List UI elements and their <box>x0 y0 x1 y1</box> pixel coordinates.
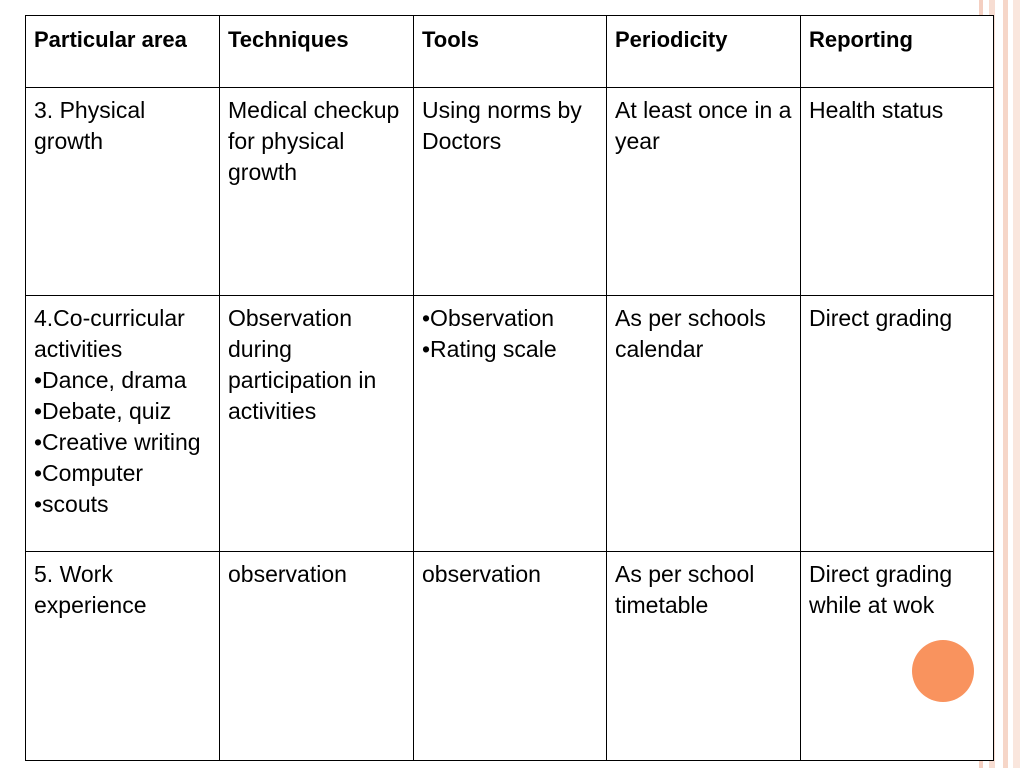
cell-periodicity: At least once in a year <box>607 88 801 296</box>
header-tools: Tools <box>414 16 607 88</box>
decorative-circle <box>912 640 974 702</box>
table-row <box>26 88 994 296</box>
header-reporting: Reporting <box>801 16 994 88</box>
cell-technique: observation <box>220 552 414 761</box>
cell-area: 3. Physical growth <box>26 88 220 296</box>
header-periodicity: Periodicity <box>607 16 801 88</box>
cell-reporting: Health status <box>801 88 994 296</box>
header-techniques: Techniques <box>220 16 414 88</box>
cell-area: 4.Co-curricular activities •Dance, drama •Debate, quiz •Creative writing •Computer •scouts <box>26 296 220 552</box>
cell-periodicity: As per school timetable <box>607 552 801 761</box>
cell-technique: Medical checkup for physical growth <box>220 88 414 296</box>
decorative-stripe <box>1003 0 1008 768</box>
evaluation-table <box>25 15 994 761</box>
cell-reporting: Direct grading <box>801 296 994 552</box>
decorative-stripe <box>1013 0 1020 768</box>
table-header-row <box>26 16 994 88</box>
cell-reporting: Direct grading while at wok <box>801 552 994 761</box>
cell-periodicity: As per schools calendar <box>607 296 801 552</box>
cell-tools: Using norms by Doctors <box>414 88 607 296</box>
cell-tools: •Observation •Rating scale <box>414 296 607 552</box>
cell-area: 5. Work experience <box>26 552 220 761</box>
cell-technique: Observation during participation in activities <box>220 296 414 552</box>
cell-tools: observation <box>414 552 607 761</box>
table-row <box>26 296 994 552</box>
table-row <box>26 552 994 761</box>
header-particular-area: Particular area <box>26 16 220 88</box>
